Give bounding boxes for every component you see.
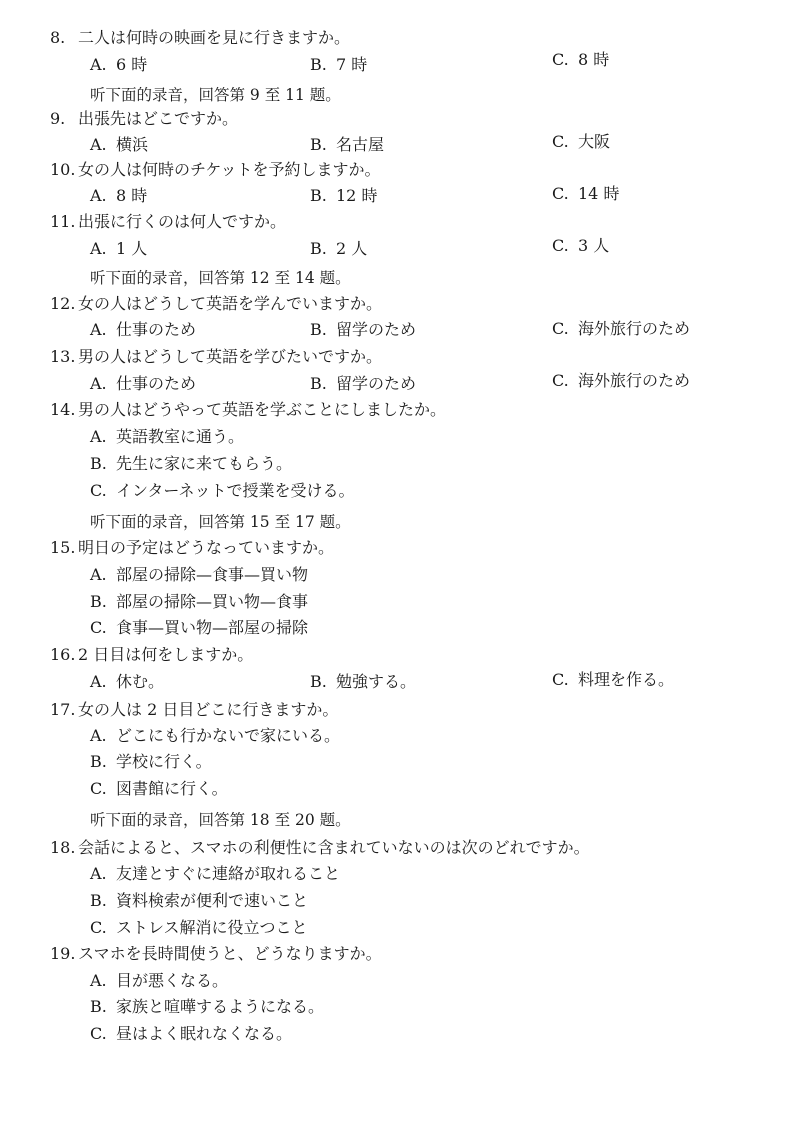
option-11-b: B. 2 人 <box>310 239 368 258</box>
option-8-b: B. 7 時 <box>310 55 368 74</box>
option-13-a: A. 仕事のため <box>90 374 197 393</box>
option-10-a: A. 8 時 <box>90 186 148 205</box>
question-18: 18. 会話によると、スマホの利便性に含まれていないのは次のどれですか。 <box>50 838 590 857</box>
option-15-a: A. 部屋の掃除—食事—買い物 <box>90 565 309 584</box>
option-14-b: B. 先生に家に来てもらう。 <box>90 454 293 473</box>
question-17: 17. 女の人は 2 日目どこに行きますか。 <box>50 700 339 719</box>
question-14: 14. 男の人はどうやって英語を学ぶことにしましたか。 <box>50 400 447 419</box>
question-9: 9. 出張先はどこですか。 <box>50 109 239 128</box>
option-14-c: C. インターネットで授業を受ける。 <box>90 481 355 500</box>
option-19-a: A. 目が悪くなる。 <box>90 971 229 990</box>
option-15-b: B. 部屋の掃除—買い物—食事 <box>90 592 309 611</box>
question-number: 8. <box>50 28 66 47</box>
option-8-a: A. 6 時 <box>90 55 148 74</box>
section-instruction-9-11: 听下面的录音，回答第 9 至 11 题。 <box>90 86 341 104</box>
option-16-b: B. 勉強する。 <box>310 672 417 691</box>
section-instruction-12-14: 听下面的录音，回答第 12 至 14 题。 <box>90 269 351 287</box>
option-13-b: B. 留学のため <box>310 374 417 393</box>
option-17-c: C. 図書館に行く。 <box>90 779 228 798</box>
option-11-a: A. 1 人 <box>90 239 148 258</box>
question-10: 10. 女の人は何時のチケットを予約しますか。 <box>50 160 381 179</box>
option-12-c: C. 海外旅行のため <box>552 319 691 338</box>
option-16-c: C. 料理を作る。 <box>552 670 675 689</box>
question-16: 16. 2 日目は何をしますか。 <box>50 645 254 664</box>
option-13-c: C. 海外旅行のため <box>552 371 691 390</box>
option-19-c: C. 昼はよく眠れなくなる。 <box>90 1024 293 1043</box>
option-14-a: A. 英語教室に通う。 <box>90 427 245 446</box>
option-18-c: C. ストレス解消に役立つこと <box>90 918 308 937</box>
question-13: 13. 男の人はどうして英語を学びたいですか。 <box>50 347 383 366</box>
option-18-b: B. 資料検索が便利で速いこと <box>90 891 309 910</box>
option-17-a: A. どこにも行かないで家にいる。 <box>90 726 341 745</box>
option-12-b: B. 留学のため <box>310 320 417 339</box>
section-instruction-18-20: 听下面的录音，回答第 18 至 20 题。 <box>90 811 351 829</box>
question-text: 二人は何時の映画を見に行きますか。 <box>78 28 351 47</box>
option-11-c: C. 3 人 <box>552 236 610 255</box>
option-12-a: A. 仕事のため <box>90 320 197 339</box>
option-9-b: B. 名古屋 <box>310 135 385 154</box>
option-19-b: B. 家族と喧嘩するようになる。 <box>90 997 325 1016</box>
question-8 <box>50 28 350 48</box>
option-15-c: C. 食事—買い物—部屋の掃除 <box>90 618 309 637</box>
option-9-a: A. 横浜 <box>90 135 149 154</box>
question-19: 19. スマホを長時間使うと、どうなりますか。 <box>50 944 382 963</box>
option-18-a: A. 友達とすぐに連絡が取れること <box>90 864 341 883</box>
option-10-c: C. 14 時 <box>552 184 620 203</box>
question-12: 12. 女の人はどうして英語を学んでいますか。 <box>50 294 383 313</box>
option-16-a: A. 休む。 <box>90 672 165 691</box>
section-instruction-15-17: 听下面的录音，回答第 15 至 17 题。 <box>90 513 351 531</box>
option-10-b: B. 12 時 <box>310 186 378 205</box>
option-9-c: C. 大阪 <box>552 132 611 151</box>
option-8-c: C. 8 時 <box>552 50 610 69</box>
option-17-b: B. 学校に行く。 <box>90 752 212 771</box>
question-15: 15. 明日の予定はどうなっていますか。 <box>50 538 335 557</box>
question-11: 11. 出張に行くのは何人ですか。 <box>50 212 287 231</box>
